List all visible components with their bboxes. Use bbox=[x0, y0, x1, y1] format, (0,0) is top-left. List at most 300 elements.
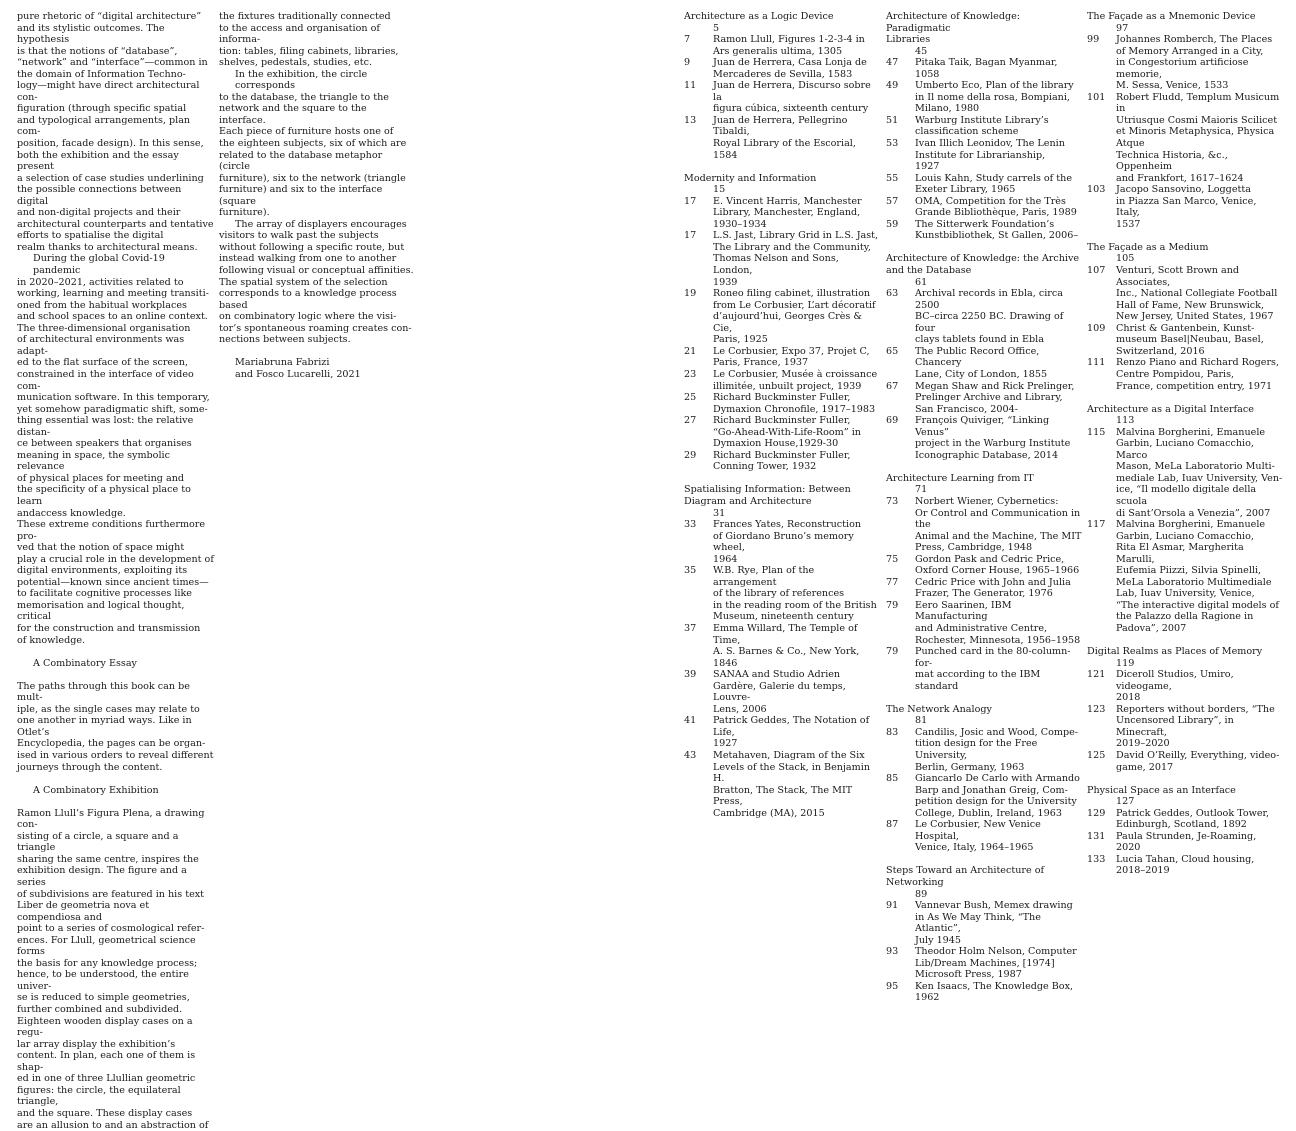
entry-line: Institute for Librarianship, bbox=[915, 150, 1082, 162]
text-line: and non-digital projects and their bbox=[17, 207, 214, 219]
essay-paragraph bbox=[17, 253, 214, 646]
entry-line: figura cúbica, sixteenth century bbox=[713, 103, 880, 115]
entry-line: Microsoft Press, 1987 bbox=[915, 969, 1082, 981]
entry-text bbox=[915, 219, 1082, 242]
entry-line: W.B. Rye, Plan of the arrangement bbox=[713, 565, 880, 588]
index-entry bbox=[886, 646, 1082, 692]
entry-page-number: 17 bbox=[684, 196, 713, 231]
entry-line: Richard Buckminster Fuller, bbox=[713, 415, 880, 427]
text-line: The paths through this book can be mult- bbox=[17, 681, 214, 704]
text-line: furniture). bbox=[219, 207, 416, 219]
entry-line: Lens, 2006 bbox=[713, 704, 880, 716]
essay-column-1 bbox=[17, 11, 214, 1131]
text-line: Mariabruna Fabrizi bbox=[235, 357, 416, 369]
index-entry bbox=[1087, 184, 1283, 230]
entry-line: Mason, MeLa Laboratorio Multi- bbox=[1116, 461, 1283, 473]
entry-line: 1584 bbox=[713, 150, 880, 162]
text-line: figures: the circle, the equilateral triangle, bbox=[17, 1085, 214, 1108]
entry-text bbox=[915, 554, 1082, 577]
entry-text bbox=[915, 57, 1082, 80]
entry-line: Jacopo Sansovino, Loggetta bbox=[1116, 184, 1283, 196]
section-title: The Network Analogy bbox=[886, 704, 1082, 716]
entry-line: of Giordano Bruno’s memory wheel, bbox=[713, 531, 880, 554]
entry-line: of the library of references bbox=[713, 588, 880, 600]
index-section bbox=[1087, 646, 1283, 773]
text-line: shelves, pedestals, studies, etc. bbox=[219, 57, 416, 69]
entry-line: Le Corbusier, Musée à croissance bbox=[713, 369, 880, 381]
entry-text bbox=[1116, 427, 1283, 519]
index-entry bbox=[886, 819, 1082, 854]
entry-text bbox=[713, 623, 880, 669]
entry-line: Utriusque Cosmi Maioris Scilicet bbox=[1116, 115, 1283, 127]
entry-line: Inc., National Collegiate Football bbox=[1116, 288, 1283, 300]
essay-paragraph bbox=[17, 808, 214, 1131]
index-section bbox=[886, 865, 1082, 1004]
text-line: Each piece of furniture hosts one of bbox=[219, 126, 416, 138]
section-title: Digital Realms as Places of Memory bbox=[1087, 646, 1283, 658]
entry-line: museum Basel|Neubau, Basel, bbox=[1116, 334, 1283, 346]
entry-text bbox=[915, 138, 1082, 173]
entry-line: Roneo filing cabinet, illustration bbox=[713, 288, 880, 300]
text-line: to the access and organisation of informa- bbox=[219, 23, 416, 46]
entry-line: Ramon Llull, Figures 1-2-3-4 in bbox=[713, 34, 880, 46]
entry-line: July 1945 bbox=[915, 935, 1082, 947]
entry-text bbox=[915, 415, 1082, 461]
entry-line: The Library and the Community, bbox=[713, 242, 880, 254]
entry-page-number: 57 bbox=[886, 196, 915, 219]
entry-line: Patrick Geddes, The Notation of Life, bbox=[713, 715, 880, 738]
section-page-number: 61 bbox=[886, 277, 1082, 289]
text-line: a selection of case studies underlining bbox=[17, 173, 214, 185]
text-line: The three-dimensional organisation bbox=[17, 323, 214, 335]
entry-text bbox=[915, 288, 1082, 346]
entry-line: Paris, France, 1937 bbox=[713, 357, 880, 369]
index-entry bbox=[684, 34, 880, 57]
entry-page-number: 103 bbox=[1087, 184, 1116, 230]
entry-line: Candilis, Josic and Wood, Compe- bbox=[915, 727, 1082, 739]
entry-line: Johannes Romberch, The Places bbox=[1116, 34, 1283, 46]
text-line: play a crucial role in the development of bbox=[17, 554, 214, 566]
index-entry bbox=[1087, 92, 1283, 184]
index-entry bbox=[886, 577, 1082, 600]
text-line: memorisation and logical thought, critical bbox=[17, 600, 214, 623]
text-line: one another in myriad ways. Like in Otlet’s bbox=[17, 715, 214, 738]
entry-page-number: 23 bbox=[684, 369, 713, 392]
essay-paragraph bbox=[17, 681, 214, 773]
entry-line: in Congestorium artificiose memorie, bbox=[1116, 57, 1283, 80]
text-line: These extreme conditions furthermore pro- bbox=[17, 519, 214, 542]
text-line: is that the notions of “database”, bbox=[17, 46, 214, 58]
entry-page-number: 47 bbox=[886, 57, 915, 80]
text-line: the fixtures traditionally connected bbox=[219, 11, 416, 23]
section-page-number: 97 bbox=[1087, 23, 1283, 35]
entry-page-number: 55 bbox=[886, 173, 915, 196]
essay-paragraph bbox=[17, 11, 214, 253]
index-entry bbox=[684, 392, 880, 415]
text-line: digital environments, exploiting its bbox=[17, 565, 214, 577]
entry-line: Richard Buckminster Fuller, bbox=[713, 392, 880, 404]
entry-page-number: 121 bbox=[1087, 669, 1116, 704]
text-line: both the exhibition and the essay present bbox=[17, 150, 214, 173]
entry-page-number: 75 bbox=[886, 554, 915, 577]
entry-line: Rita El Asmar, Margherita Marulli, bbox=[1116, 542, 1283, 565]
index-entry bbox=[886, 381, 1082, 416]
entry-page-number: 77 bbox=[886, 577, 915, 600]
text-line: hence, to be understood, the entire univer- bbox=[17, 969, 214, 992]
entry-page-number: 93 bbox=[886, 946, 915, 981]
entry-line: Pitaka Taik, Bagan Myanmar, 1058 bbox=[915, 57, 1082, 80]
entry-line: Edinburgh, Scotland, 1892 bbox=[1116, 819, 1283, 831]
index-entry bbox=[886, 554, 1082, 577]
text-line: to the database, the triangle to the bbox=[219, 92, 416, 104]
index-entry bbox=[1087, 669, 1283, 704]
entry-text bbox=[713, 346, 880, 369]
entry-line: Megan Shaw and Rick Prelinger, bbox=[915, 381, 1082, 393]
section-title: Diagram and Architecture bbox=[684, 496, 880, 508]
entry-page-number: 109 bbox=[1087, 323, 1116, 358]
essay-column-2 bbox=[219, 11, 416, 381]
index-entry bbox=[684, 230, 880, 288]
entry-line: Kunstbibliothek, St Gallen, 2006– bbox=[915, 230, 1082, 242]
entry-line: Le Corbusier, Expo 37, Projet C, bbox=[713, 346, 880, 358]
entry-line: Press, Cambridge, 1948 bbox=[915, 542, 1082, 554]
entry-line: Hall of Fame, New Brunswick, bbox=[1116, 300, 1283, 312]
text-line: of knowledge. bbox=[17, 635, 214, 647]
section-page-number: 15 bbox=[684, 184, 880, 196]
entry-page-number: 35 bbox=[684, 565, 713, 623]
entry-text bbox=[713, 80, 880, 115]
entry-text bbox=[1116, 808, 1283, 831]
entry-line: 2018–2019 bbox=[1116, 865, 1283, 877]
index-entry bbox=[886, 115, 1082, 138]
index-section bbox=[886, 253, 1082, 461]
entry-page-number: 27 bbox=[684, 415, 713, 450]
text-line: Liber de geometria nova et compendiosa and bbox=[17, 900, 214, 923]
entry-text bbox=[915, 900, 1082, 946]
entry-line: et Minoris Metaphysica, Physica Atque bbox=[1116, 126, 1283, 149]
index-entry bbox=[886, 346, 1082, 381]
text-line: potential—known since ancient times— bbox=[17, 577, 214, 589]
entry-line: Garbin, Luciano Comacchio, Marco bbox=[1116, 438, 1283, 461]
index-entry bbox=[684, 115, 880, 161]
entry-line: New Jersey, United States, 1967 bbox=[1116, 311, 1283, 323]
section-title: Physical Space as an Interface bbox=[1087, 785, 1283, 797]
entry-text bbox=[713, 415, 880, 450]
entry-line: ice, “Il modello digitale della scuola bbox=[1116, 484, 1283, 507]
entry-line: Punched card in the 80-column-for- bbox=[915, 646, 1082, 669]
entry-line: Milano, 1980 bbox=[915, 103, 1082, 115]
text-line: oned from the habitual workplaces bbox=[17, 300, 214, 312]
entry-text bbox=[915, 819, 1082, 854]
entry-page-number: 91 bbox=[886, 900, 915, 946]
entry-page-number: 131 bbox=[1087, 831, 1116, 854]
entry-line: The Public Record Office, Chancery bbox=[915, 346, 1082, 369]
index-entry bbox=[1087, 831, 1283, 854]
entry-page-number: 41 bbox=[684, 715, 713, 750]
text-line: the eighteen subjects, six of which are bbox=[219, 138, 416, 150]
entry-line: A. S. Barnes & Co., New York, 1846 bbox=[713, 646, 880, 669]
entry-line: 1964 bbox=[713, 554, 880, 566]
text-line: thing essential was lost: the relative distan- bbox=[17, 415, 214, 438]
entry-line: Library, Manchester, England, bbox=[713, 207, 880, 219]
entry-line: Frances Yates, Reconstruction bbox=[713, 519, 880, 531]
text-line: and the square. These display cases bbox=[17, 1108, 214, 1120]
entry-page-number: 125 bbox=[1087, 750, 1116, 773]
text-line: of architectural environments was adapt- bbox=[17, 334, 214, 357]
entry-line: and Frankfort, 1617–1624 bbox=[1116, 173, 1283, 185]
index-entry bbox=[886, 415, 1082, 461]
entry-line: Warburg Institute Library’s bbox=[915, 115, 1082, 127]
entry-line: mat according to the IBM standard bbox=[915, 669, 1082, 692]
section-page-number: 5 bbox=[684, 23, 880, 35]
entry-page-number: 17 bbox=[684, 230, 713, 288]
entry-line: 2019–2020 bbox=[1116, 738, 1283, 750]
text-line: During the global Covid-19 pandemic bbox=[17, 253, 214, 276]
entry-text bbox=[1116, 265, 1283, 323]
text-line: Eighteen wooden display cases on a regu- bbox=[17, 1016, 214, 1039]
entry-page-number: 33 bbox=[684, 519, 713, 565]
index-section bbox=[886, 704, 1082, 854]
entry-text bbox=[915, 381, 1082, 416]
text-line: visitors to walk past the subjects bbox=[219, 230, 416, 242]
entry-text bbox=[1116, 323, 1283, 358]
entry-page-number: 99 bbox=[1087, 34, 1116, 92]
text-line: The array of displayers encourages bbox=[219, 219, 416, 231]
index-entry bbox=[1087, 427, 1283, 519]
entry-page-number: 7 bbox=[684, 34, 713, 57]
text-line: lar array display the exhibition’s bbox=[17, 1039, 214, 1051]
text-line: tion: tables, filing cabinets, libraries, bbox=[219, 46, 416, 58]
text-line: tor’s spontaneous roaming creates con- bbox=[219, 323, 416, 335]
text-line: point to a series of cosmological refer- bbox=[17, 923, 214, 935]
index-entry bbox=[886, 900, 1082, 946]
entry-page-number: 11 bbox=[684, 80, 713, 115]
entry-line: Emma Willard, The Temple of Time, bbox=[713, 623, 880, 646]
text-line: in 2020–2021, activities related to bbox=[17, 277, 214, 289]
entry-text bbox=[1116, 519, 1283, 634]
entry-line: the Palazzo della Ragione in bbox=[1116, 611, 1283, 623]
text-line: “network” and “interface”—common in bbox=[17, 57, 214, 69]
section-heading: A Combinatory Exhibition bbox=[17, 785, 214, 797]
entry-line: Lucia Tahan, Cloud housing, bbox=[1116, 854, 1283, 866]
entry-text bbox=[713, 450, 880, 473]
section-title: Architecture as a Logic Device bbox=[684, 11, 880, 23]
entry-text bbox=[1116, 750, 1283, 773]
entry-line: Renzo Piano and Richard Rogers, bbox=[1116, 357, 1283, 369]
entry-text bbox=[1116, 669, 1283, 704]
entry-line: Cedric Price with John and Julia bbox=[915, 577, 1082, 589]
text-line: working, learning and meeting transiti- bbox=[17, 288, 214, 300]
entry-line: E. Vincent Harris, Manchester bbox=[713, 196, 880, 208]
entry-line: clays tablets found in Ebla bbox=[915, 334, 1082, 346]
text-line: position, facade design). In this sense, bbox=[17, 138, 214, 150]
entry-line: Patrick Geddes, Outlook Tower, bbox=[1116, 808, 1283, 820]
section-title: Architecture as a Digital Interface bbox=[1087, 404, 1283, 416]
text-line: journeys through the content. bbox=[17, 762, 214, 774]
entry-line: Richard Buckminster Fuller, bbox=[713, 450, 880, 462]
entry-line: 1927 bbox=[713, 738, 880, 750]
entry-page-number: 79 bbox=[886, 646, 915, 692]
text-line: content. In plan, each one of them is shap- bbox=[17, 1050, 214, 1073]
entry-line: M. Sessa, Venice, 1533 bbox=[1116, 80, 1283, 92]
entry-line: Paula Strunden, Je-Roaming, 2020 bbox=[1116, 831, 1283, 854]
text-line: ed in one of three Llullian geometric bbox=[17, 1073, 214, 1085]
entry-line: Berlin, Germany, 1963 bbox=[915, 762, 1082, 774]
entry-page-number: 21 bbox=[684, 346, 713, 369]
index-entry bbox=[886, 727, 1082, 773]
index-entry bbox=[886, 173, 1082, 196]
text-line: and its stylistic outcomes. The hypothesis bbox=[17, 23, 214, 46]
text-line: yet somehow paradigmatic shift, some- bbox=[17, 404, 214, 416]
text-line: further combined and subdivided. bbox=[17, 1004, 214, 1016]
entry-line: Thomas Nelson and Sons, London, bbox=[713, 253, 880, 276]
entry-page-number: 25 bbox=[684, 392, 713, 415]
entry-line: Grande Bibliothèque, Paris, 1989 bbox=[915, 207, 1082, 219]
index-entry bbox=[886, 138, 1082, 173]
index-entry bbox=[886, 600, 1082, 646]
entry-line: Prelinger Archive and Library, bbox=[915, 392, 1082, 404]
text-line: sharing the same centre, inspires the bbox=[17, 854, 214, 866]
text-line: efforts to spatialise the digital bbox=[17, 230, 214, 242]
entry-line: College, Dublin, Ireland, 1963 bbox=[915, 808, 1082, 820]
text-line: the specificity of a physical place to learn bbox=[17, 484, 214, 507]
entry-page-number: 95 bbox=[886, 981, 915, 1004]
section-title: The Façade as a Mnemonic Device bbox=[1087, 11, 1283, 23]
text-line: instead walking from one to another bbox=[219, 253, 416, 265]
text-line: nections between subjects. bbox=[219, 334, 416, 346]
entry-line: Uncensored Library”, in Minecraft, bbox=[1116, 715, 1283, 738]
text-line: are an allusion to and an abstraction of bbox=[17, 1120, 214, 1131]
entry-page-number: 85 bbox=[886, 773, 915, 819]
text-line: The spatial system of the selection bbox=[219, 277, 416, 289]
index-entry bbox=[684, 519, 880, 565]
entry-text bbox=[915, 646, 1082, 692]
section-title: and the Database bbox=[886, 265, 1082, 277]
entry-line: Animal and the Machine, The MIT bbox=[915, 531, 1082, 543]
entry-page-number: 101 bbox=[1087, 92, 1116, 184]
text-line: se is reduced to simple geometries, bbox=[17, 992, 214, 1004]
index-entry bbox=[886, 288, 1082, 346]
text-line: exhibition design. The figure and a series bbox=[17, 865, 214, 888]
text-line: ised in various orders to reveal different bbox=[17, 750, 214, 762]
index-entry bbox=[1087, 808, 1283, 831]
entry-text bbox=[915, 115, 1082, 138]
section-title: Architecture Learning from IT bbox=[886, 473, 1082, 485]
entry-line: Le Corbusier, New Venice Hospital, bbox=[915, 819, 1082, 842]
essay-paragraph bbox=[219, 219, 416, 346]
entry-page-number: 123 bbox=[1087, 704, 1116, 750]
entry-line: Dymaxion House,1929-30 bbox=[713, 438, 880, 450]
entry-line: Venturi, Scott Brown and Associates, bbox=[1116, 265, 1283, 288]
text-line: corresponds to a knowledge process based bbox=[219, 288, 416, 311]
entry-line: Garbin, Luciano Comacchio, bbox=[1116, 531, 1283, 543]
entry-line: Ars generalis ultima, 1305 bbox=[713, 46, 880, 58]
entry-line: 1930–1934 bbox=[713, 219, 880, 231]
text-line: ed to the flat surface of the screen, bbox=[17, 357, 214, 369]
entry-line: L.S. Jast, Library Grid in L.S. Jast, bbox=[713, 230, 880, 242]
entry-text bbox=[713, 392, 880, 415]
entry-text bbox=[1116, 357, 1283, 392]
index-entry bbox=[684, 415, 880, 450]
entry-line: Conning Tower, 1932 bbox=[713, 461, 880, 473]
entry-line: “Go-Ahead-With-Life-Room” in bbox=[713, 427, 880, 439]
index-entry bbox=[684, 369, 880, 392]
entry-page-number: 13 bbox=[684, 115, 713, 161]
index-entry bbox=[886, 219, 1082, 242]
entry-line: Lib/Dream Machines, [1974] bbox=[915, 958, 1082, 970]
entry-text bbox=[915, 773, 1082, 819]
index-entry bbox=[1087, 519, 1283, 634]
entry-line: mediale Lab, Iuav University, Ven- bbox=[1116, 473, 1283, 485]
index-entry bbox=[684, 450, 880, 473]
entry-line: Gordon Pask and Cedric Price, bbox=[915, 554, 1082, 566]
entry-text bbox=[915, 196, 1082, 219]
entry-line: David O’Reilly, Everything, video- bbox=[1116, 750, 1283, 762]
index-entry bbox=[684, 669, 880, 715]
entry-text bbox=[1116, 34, 1283, 92]
text-line: of subdivisions are featured in his text bbox=[17, 889, 214, 901]
entry-line: Norbert Wiener, Cybernetics: bbox=[915, 496, 1082, 508]
section-page-number: 127 bbox=[1087, 796, 1283, 808]
entry-text bbox=[1116, 704, 1283, 750]
entry-page-number: 67 bbox=[886, 381, 915, 416]
section-page-number: 113 bbox=[1087, 415, 1283, 427]
section-title: Modernity and Information bbox=[684, 173, 880, 185]
text-line: without following a specific route, but bbox=[219, 242, 416, 254]
index-entry bbox=[886, 946, 1082, 981]
index-entry bbox=[684, 57, 880, 80]
entry-page-number: 73 bbox=[886, 496, 915, 554]
entry-page-number: 87 bbox=[886, 819, 915, 854]
text-line: constrained in the interface of video com- bbox=[17, 369, 214, 392]
text-line: architectural counterparts and tentative bbox=[17, 219, 214, 231]
entry-text bbox=[915, 600, 1082, 646]
text-line: following visual or conceptual affinities. bbox=[219, 265, 416, 277]
entry-page-number: 111 bbox=[1087, 357, 1116, 392]
entry-line: BC–circa 2250 BC. Drawing of four bbox=[915, 311, 1082, 334]
entry-text bbox=[915, 173, 1082, 196]
index-entry bbox=[1087, 704, 1283, 750]
entry-line: Museum, nineteenth century bbox=[713, 611, 880, 623]
entry-line: 2018 bbox=[1116, 692, 1283, 704]
text-line: the domain of Information Techno- bbox=[17, 69, 214, 81]
text-line: and school spaces to an online context. bbox=[17, 311, 214, 323]
entry-page-number: 63 bbox=[886, 288, 915, 346]
entry-line: Eero Saarinen, IBM Manufacturing bbox=[915, 600, 1082, 623]
text-line: Encyclopedia, the pages can be organ- bbox=[17, 738, 214, 750]
entry-line: SANAA and Studio Adrien bbox=[713, 669, 880, 681]
index-entry bbox=[886, 496, 1082, 554]
entry-line: 1939 bbox=[713, 277, 880, 289]
entry-page-number: 39 bbox=[684, 669, 713, 715]
entry-line: Paris, 1925 bbox=[713, 334, 880, 346]
entry-line: Juan de Herrera, Discurso sobre la bbox=[713, 80, 880, 103]
entry-page-number: 107 bbox=[1087, 265, 1116, 323]
text-line: iple, as the single cases may relate to bbox=[17, 704, 214, 716]
index-entry bbox=[684, 196, 880, 231]
index-entry bbox=[1087, 357, 1283, 392]
index-section bbox=[684, 173, 880, 473]
entry-line: 1962 bbox=[915, 992, 1082, 1004]
section-page-number: 81 bbox=[886, 715, 1082, 727]
section-page-number: 89 bbox=[886, 889, 1082, 901]
entry-line: Centre Pompidou, Paris, bbox=[1116, 369, 1283, 381]
entry-line: in the reading room of the British bbox=[713, 600, 880, 612]
entry-text bbox=[915, 577, 1082, 600]
index-entry bbox=[684, 715, 880, 750]
entry-text bbox=[915, 946, 1082, 981]
entry-text bbox=[713, 750, 880, 819]
